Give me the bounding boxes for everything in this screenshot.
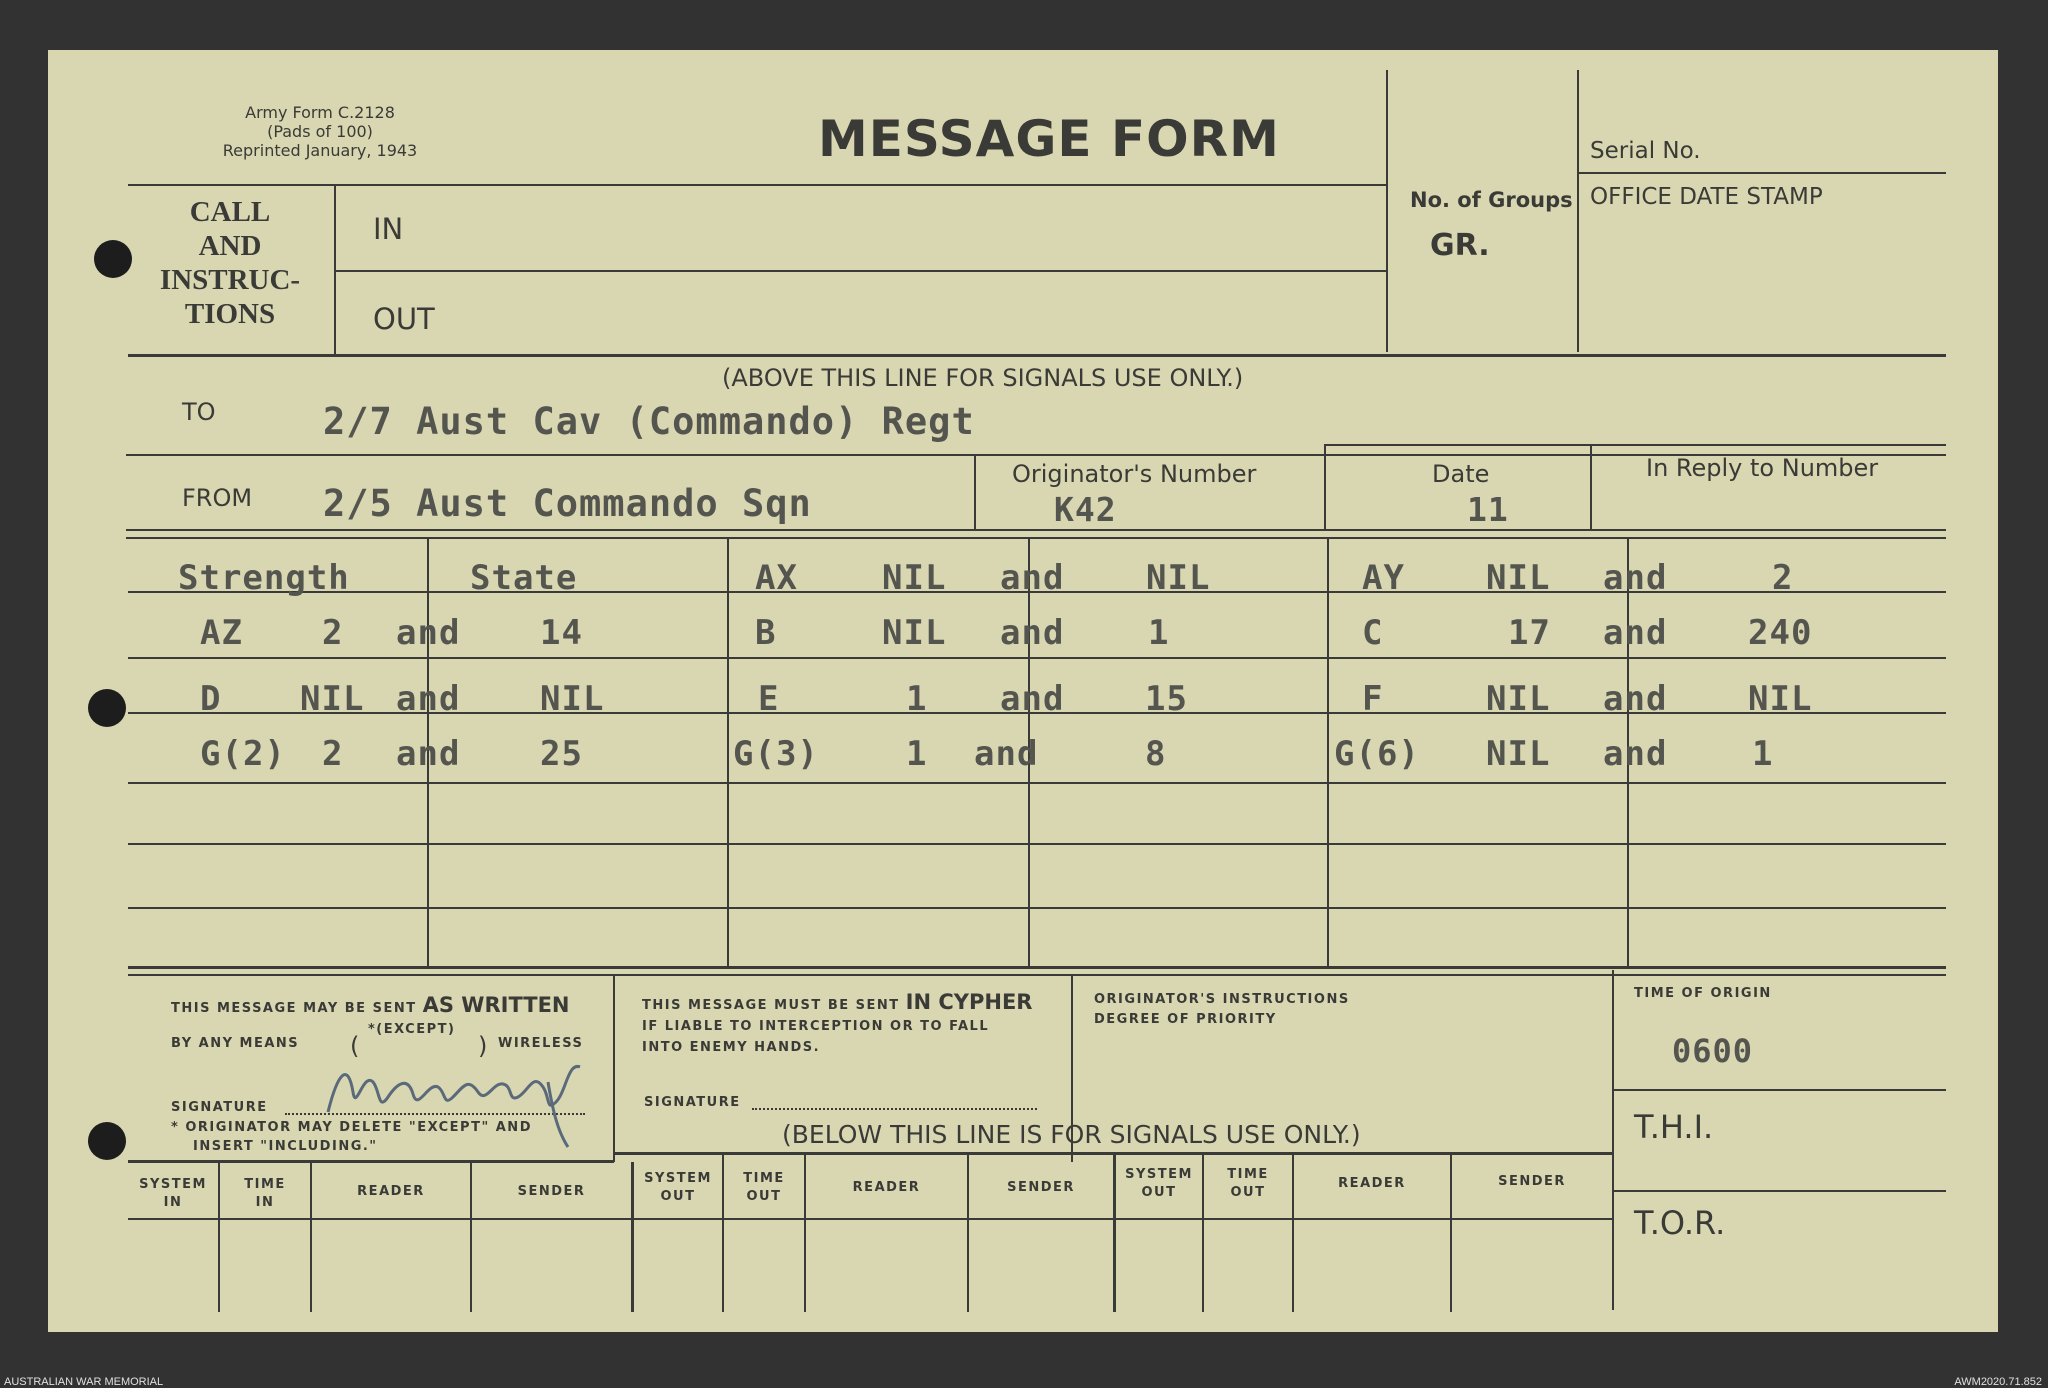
in-label: IN <box>373 212 404 246</box>
msg-word: 1 <box>1752 734 1774 774</box>
divider <box>126 537 1946 539</box>
serial-number-label: Serial No. <box>1590 138 1701 164</box>
punch-hole <box>88 1122 126 1160</box>
column-header <box>969 1180 1113 1195</box>
as-written-emphasis: AS WRITTEN <box>422 993 570 1017</box>
msg-word: and <box>1603 734 1668 774</box>
date-value: 11 <box>1467 490 1509 529</box>
grid-line <box>804 1154 806 1312</box>
divider <box>334 270 1386 272</box>
archive-caption-left: AUSTRALIAN WAR MEMORIAL <box>4 1376 164 1388</box>
column-header-line: SYSTEM <box>139 1177 207 1192</box>
msg-word: AX <box>755 558 798 598</box>
groups-label: No. of Groups <box>1410 188 1573 212</box>
cypher-signature-label: SIGNATURE <box>644 1095 741 1110</box>
msg-word: NIL <box>1486 734 1551 774</box>
column-header <box>806 1180 967 1195</box>
column-header <box>1204 1166 1292 1202</box>
grid-line <box>967 1154 969 1312</box>
as-written-label: THIS MESSAGE MAY BE SENT <box>171 1001 417 1016</box>
except-bracket-left: ( <box>350 1032 360 1060</box>
msg-word: G(3) <box>733 734 819 774</box>
call-line-3: INSTRUC- <box>159 264 301 296</box>
msg-word: NIL <box>882 558 947 598</box>
column-header-line: SENDER <box>1007 1180 1075 1195</box>
msg-word: 15 <box>1145 679 1188 719</box>
originator-note-line-1: * ORIGINATOR MAY DELETE "EXCEPT" AND <box>171 1120 532 1135</box>
grid-line <box>128 782 1946 784</box>
msg-word: NIL <box>1486 558 1551 598</box>
msg-word: and <box>1603 558 1668 598</box>
msg-word: 1 <box>906 679 928 719</box>
originator-instructions <box>1094 990 1350 1030</box>
msg-word: State <box>470 558 578 598</box>
msg-word: NIL <box>300 679 365 719</box>
msg-word: and <box>1603 679 1668 719</box>
msg-word: AY <box>1362 558 1405 598</box>
column-header-line: READER <box>1338 1176 1406 1191</box>
msg-word: G(6) <box>1334 734 1420 774</box>
originator-instructions-label: ORIGINATOR'S INSTRUCTIONS <box>1094 992 1350 1007</box>
grid-line <box>727 537 729 969</box>
column-header <box>472 1184 631 1199</box>
msg-word: 1 <box>906 734 928 774</box>
originator-note-line-2: INSERT "INCLUDING." <box>193 1139 378 1154</box>
grid-line <box>1327 537 1329 969</box>
divider <box>1577 172 1946 174</box>
column-header <box>634 1170 722 1206</box>
msg-word: NIL <box>1748 679 1813 719</box>
divider <box>1324 444 1326 529</box>
divider <box>1612 970 1614 1310</box>
column-header-line: IN <box>255 1195 275 1210</box>
from-label: FROM <box>182 484 253 512</box>
to-label: TO <box>182 398 216 426</box>
msg-word: and <box>396 679 461 719</box>
divider <box>128 966 1946 969</box>
punch-hole <box>94 240 132 278</box>
divider <box>1590 444 1592 529</box>
msg-word: and <box>1000 679 1065 719</box>
cypher-signature-dotted-line <box>752 1108 1037 1110</box>
originator-number-label: Originator's Number <box>1012 460 1257 488</box>
out-label: OUT <box>373 302 435 336</box>
msg-word: NIL <box>1146 558 1211 598</box>
divider <box>1577 70 1579 352</box>
call-line-1: CALL <box>189 196 271 228</box>
msg-word: NIL <box>882 613 947 653</box>
cypher-line-4: INTO ENEMY HANDS. <box>642 1040 821 1055</box>
msg-word: 1 <box>1148 613 1170 653</box>
call-instructions-label <box>150 195 310 331</box>
punch-hole <box>88 689 126 727</box>
column-header-line: SENDER <box>1498 1174 1566 1189</box>
msg-word: Strength <box>178 558 350 598</box>
time-of-origin-label: TIME OF ORIGIN <box>1634 986 1772 1001</box>
reprinted-label: Reprinted January, 1943 <box>222 141 418 160</box>
msg-word: 2 <box>322 734 344 774</box>
msg-word: 2 <box>1772 558 1794 598</box>
divider <box>1612 1190 1946 1192</box>
divider <box>128 184 1386 186</box>
msg-word: NIL <box>1486 679 1551 719</box>
in-reply-to-label: In Reply to Number <box>1646 454 1879 482</box>
msg-word: and <box>1000 613 1065 653</box>
msg-word: C <box>1362 613 1384 653</box>
by-any-means-label: BY ANY MEANS <box>171 1036 300 1051</box>
cypher-emphasis: IN CYPHER <box>905 990 1033 1014</box>
thi-label: T.H.I. <box>1634 1108 1714 1146</box>
grid-line <box>128 657 1946 659</box>
divider <box>126 529 1946 531</box>
except-bracket-right: ) <box>478 1032 488 1060</box>
msg-word: E <box>758 679 780 719</box>
wireless-label: WIRELESS <box>498 1036 584 1051</box>
time-of-origin-value: 0600 <box>1672 1032 1754 1070</box>
msg-word: D <box>200 679 222 719</box>
msg-word: B <box>755 613 777 653</box>
except-label: *(EXCEPT) <box>368 1022 456 1037</box>
grid-line <box>128 843 1946 845</box>
msg-word: and <box>974 734 1039 774</box>
column-header-line: IN <box>163 1195 183 1210</box>
divider <box>128 354 1946 357</box>
msg-word: 14 <box>540 613 583 653</box>
column-header-line: SENDER <box>517 1184 586 1199</box>
column-header-line: TIME <box>244 1177 286 1192</box>
army-form-label: Army Form C.2128 <box>245 103 395 122</box>
column-header <box>220 1176 310 1212</box>
cypher-label: THIS MESSAGE MUST BE SENT <box>642 998 900 1013</box>
call-line-2: AND <box>198 230 262 262</box>
column-header-line: TIME <box>1227 1167 1269 1182</box>
msg-word: F <box>1362 679 1384 719</box>
groups-value: GR. <box>1430 228 1490 263</box>
column-header-line: OUT <box>1230 1185 1266 1200</box>
divider <box>128 974 1946 976</box>
msg-word: 240 <box>1748 613 1813 653</box>
call-line-4: TIONS <box>184 298 276 330</box>
divider <box>974 454 976 529</box>
msg-word: 17 <box>1508 613 1551 653</box>
column-header-line: OUT <box>660 1189 696 1204</box>
date-label: Date <box>1432 460 1490 488</box>
msg-word: AZ <box>200 613 243 653</box>
column-header-line: OUT <box>1141 1185 1177 1200</box>
column-header-line: SYSTEM <box>1125 1167 1193 1182</box>
column-header <box>1294 1176 1450 1191</box>
as-written-text <box>171 993 570 1017</box>
column-header-line: OUT <box>746 1189 782 1204</box>
divider <box>128 1218 1612 1220</box>
originator-number-value: K42 <box>1054 490 1117 529</box>
degree-of-priority-label: DEGREE OF PRIORITY <box>1094 1012 1277 1027</box>
divider <box>1386 70 1388 352</box>
archive-caption-right: AWM2020.71.852 <box>1954 1376 2042 1388</box>
signals-use-above-note: (ABOVE THIS LINE FOR SIGNALS USE ONLY.) <box>722 364 1244 392</box>
page-title: MESSAGE FORM <box>818 110 1280 168</box>
msg-word: and <box>1000 558 1065 598</box>
to-value: 2/7 Aust Cav (Commando) Regt <box>323 400 975 443</box>
tor-label: T.O.R. <box>1634 1204 1726 1242</box>
msg-word: G(2) <box>200 734 286 774</box>
cypher-line-3: IF LIABLE TO INTERCEPTION OR TO FALL <box>642 1019 990 1034</box>
divider <box>1324 444 1946 446</box>
msg-word: 8 <box>1145 734 1167 774</box>
column-header <box>1116 1166 1202 1202</box>
column-header <box>1452 1174 1612 1189</box>
divider <box>1612 1089 1946 1091</box>
pads-label: (Pads of 100) <box>267 122 373 141</box>
from-value: 2/5 Aust Commando Sqn <box>323 482 812 525</box>
column-header-line: READER <box>357 1184 425 1199</box>
handwritten-signature <box>318 1042 618 1152</box>
column-header-line: SYSTEM <box>644 1171 712 1186</box>
column-header-line: TIME <box>743 1171 785 1186</box>
msg-word: and <box>396 613 461 653</box>
cypher-text <box>642 992 1032 1058</box>
column-header <box>312 1184 470 1199</box>
grid-line <box>128 907 1946 909</box>
msg-word: NIL <box>540 679 605 719</box>
column-header <box>128 1176 218 1212</box>
signals-use-below-note: (BELOW THIS LINE IS FOR SIGNALS USE ONLY.) <box>782 1120 1361 1149</box>
msg-word: 2 <box>322 613 344 653</box>
divider <box>128 1160 614 1163</box>
msg-word: and <box>1603 613 1668 653</box>
column-header <box>724 1170 804 1206</box>
signature-label: SIGNATURE <box>171 1100 268 1115</box>
msg-word: 25 <box>540 734 583 774</box>
office-date-stamp-label: OFFICE DATE STAMP <box>1590 184 1823 210</box>
msg-word: and <box>396 734 461 774</box>
army-form-number <box>175 103 465 160</box>
column-header-line: READER <box>852 1180 921 1195</box>
